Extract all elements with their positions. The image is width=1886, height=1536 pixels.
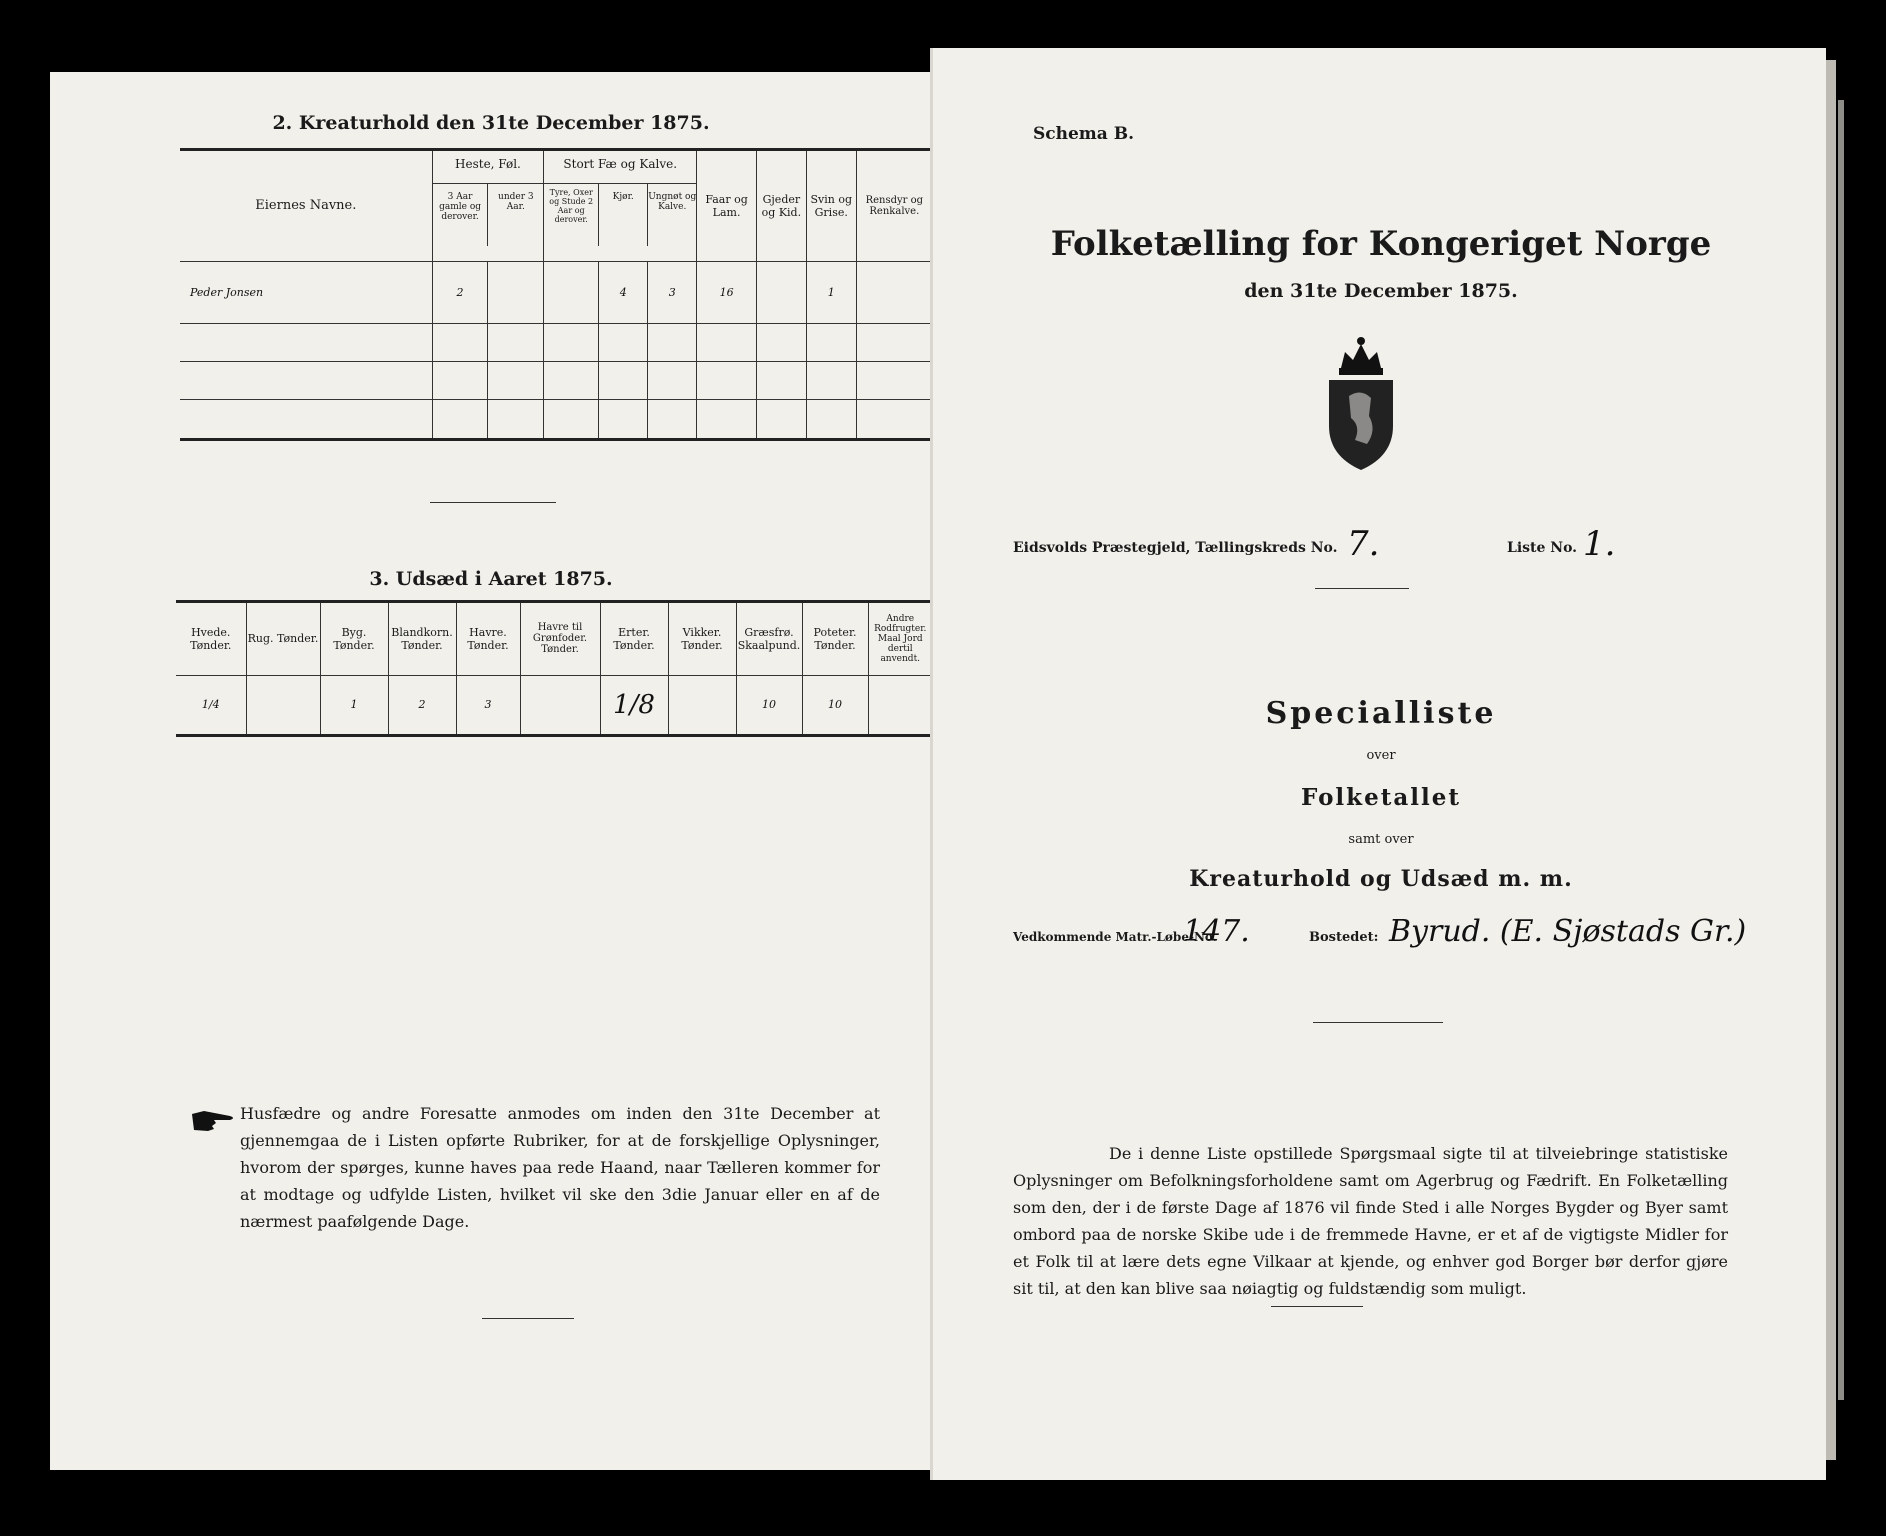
col-wheat: Hvede. Tønder. bbox=[190, 625, 232, 652]
census-date: den 31te December 1875. bbox=[1244, 280, 1518, 302]
table-row bbox=[180, 361, 932, 399]
cell: 3 bbox=[648, 261, 697, 323]
divider bbox=[1315, 588, 1409, 589]
table-row bbox=[180, 399, 932, 439]
cattle-header: Stort Fæ og Kalve. Tyre, Oxer og Stude 2 Aar og derover. Kjør. Ungnøt og Kalve. bbox=[544, 151, 697, 261]
pointing-hand-icon bbox=[190, 1108, 236, 1134]
table-row bbox=[176, 675, 932, 735]
col-pigs: Svin og Grise. bbox=[806, 151, 856, 261]
list-number: 1. bbox=[1583, 524, 1616, 564]
col-mixed-grain: Blandkorn. Tønder. bbox=[388, 603, 456, 675]
sowing-table bbox=[176, 603, 932, 737]
bosted-label: Bostedet: bbox=[1309, 930, 1379, 945]
owner-header: Eiernes Navne. bbox=[255, 198, 357, 214]
bosted-value: Byrud. (E. Sjøstads Gr.) bbox=[1389, 914, 1747, 949]
col-potatoes: Poteter. Tønder. bbox=[802, 603, 868, 675]
divider bbox=[430, 502, 556, 503]
cell bbox=[868, 675, 932, 735]
divider bbox=[1271, 1306, 1363, 1307]
cell bbox=[544, 261, 599, 323]
col-cows: Kjør. bbox=[599, 184, 648, 246]
col-horses-3y: 3 Aar gamle og derover. bbox=[433, 184, 489, 246]
cell bbox=[520, 675, 600, 735]
table-row bbox=[180, 323, 932, 361]
schema-label: Schema B. bbox=[1033, 124, 1135, 144]
cell: 16 bbox=[697, 261, 757, 323]
col-peas: Erter. Tønder. bbox=[600, 603, 668, 675]
page-edge bbox=[1838, 100, 1844, 1400]
cell: 2 bbox=[388, 675, 456, 735]
cell: 1 bbox=[320, 675, 388, 735]
heading-folketallet: Folketallet bbox=[1301, 784, 1461, 811]
livestock-table bbox=[180, 151, 932, 441]
divider bbox=[482, 1318, 574, 1319]
cell: 10 bbox=[802, 675, 868, 735]
col-goats: Gjeder og Kid. bbox=[756, 151, 806, 261]
owner-name: Peder Jonsen bbox=[190, 285, 264, 299]
table-row bbox=[180, 261, 932, 323]
info-text: De i denne Liste opstillede Spørgsmaal sigte til at tilveiebringe statistiske Oplysninger om Befolkningsforholdene samt om Agerbrug og Fædrift. En Folketælling som den, der i de første Dage af 1876 vil finde Sted i alle Norges Bygder og Byer samt ombord paa de norske Skibe ude i de fremmede Havne, er et af de vigtigste Midler for et Folk til at lære dets egne Vilkaar at kjende, og enhver god Borger bør derfor gjøre sit til, at den kan blive saa nøiagtig og fuldstændig som muligt. bbox=[1013, 1144, 1728, 1298]
parish-label: Eidsvolds Præstegjeld, Tællingskreds No. bbox=[1013, 540, 1338, 556]
lobe-number: 147. bbox=[1183, 914, 1250, 949]
left-page bbox=[50, 72, 932, 1470]
lobe-label: Vedkommende Matr.-Løbe-No. bbox=[1013, 930, 1217, 944]
col-green-oats: Havre til Grønfoder. Tønder. bbox=[520, 603, 600, 675]
col-rye: Rug. Tønder. bbox=[246, 603, 320, 675]
horses-header: Heste, Føl. 3 Aar gamle og derover. under 3 Aar. bbox=[432, 151, 544, 261]
cell: 4 bbox=[599, 261, 648, 323]
list-label: Liste No. bbox=[1507, 540, 1578, 556]
heading-kreaturhold: Kreaturhold og Udsæd m. m. bbox=[1189, 866, 1573, 892]
heading-specialliste: Specialliste bbox=[1265, 696, 1497, 731]
col-oats: Havre. Tønder. bbox=[456, 603, 520, 675]
col-horses-under3: under 3 Aar. bbox=[498, 192, 534, 212]
cell: 10 bbox=[736, 675, 802, 735]
col-barley: Byg. Tønder. bbox=[320, 603, 388, 675]
col-grass-seed: Græsfrø. Skaalpund. bbox=[736, 603, 802, 675]
col-vetch: Vikker. Tønder. bbox=[668, 603, 736, 675]
main-title: Folketælling for Kongeriget Norge bbox=[1050, 224, 1712, 264]
right-page bbox=[930, 48, 1826, 1480]
samt-over-label: samt over bbox=[1348, 832, 1414, 847]
cell bbox=[668, 675, 736, 735]
notice-text: Husfædre og andre Foresatte anmodes om inden den 31te December at gjennemgaa de i Listen opførte Rubriker, for at de forskjellige Oplysninger, hvorom der spørges, kunne haves paa rede Haand, naar Tælleren kommer for at modtage og udfylde Listen, hvilket vil ske den 3die Januar eller en af de nærmest paafølgende Dage. bbox=[240, 1104, 880, 1231]
district-number: 7. bbox=[1347, 524, 1380, 564]
cell bbox=[246, 675, 320, 735]
cell: 3 bbox=[456, 675, 520, 735]
over-label: over bbox=[1366, 748, 1396, 763]
cell: 1 bbox=[806, 261, 856, 323]
section2-title: 2. Kreaturhold den 31te December 1875. bbox=[272, 112, 710, 134]
cell: 1/4 bbox=[201, 698, 220, 711]
cell bbox=[856, 261, 932, 323]
col-other-roots: Andre Rodfrugter. Maal Jord dertil anvendt. bbox=[868, 603, 932, 675]
section3-title: 3. Udsæd i Aaret 1875. bbox=[369, 568, 613, 590]
cell: 2 bbox=[432, 261, 488, 323]
cell: 1/8 bbox=[600, 675, 668, 735]
cell bbox=[488, 261, 544, 323]
coat-of-arms-icon bbox=[1321, 334, 1401, 474]
col-sheep: Faar og Lam. bbox=[697, 151, 757, 261]
col-bulls: Tyre, Oxer og Stude 2 Aar og derover. bbox=[544, 184, 599, 246]
cell bbox=[756, 261, 806, 323]
col-calves: Ungnøt og Kalve. bbox=[648, 192, 697, 212]
divider bbox=[1313, 1022, 1443, 1023]
col-reindeer: Rensdyr og Renkalve. bbox=[856, 151, 932, 261]
